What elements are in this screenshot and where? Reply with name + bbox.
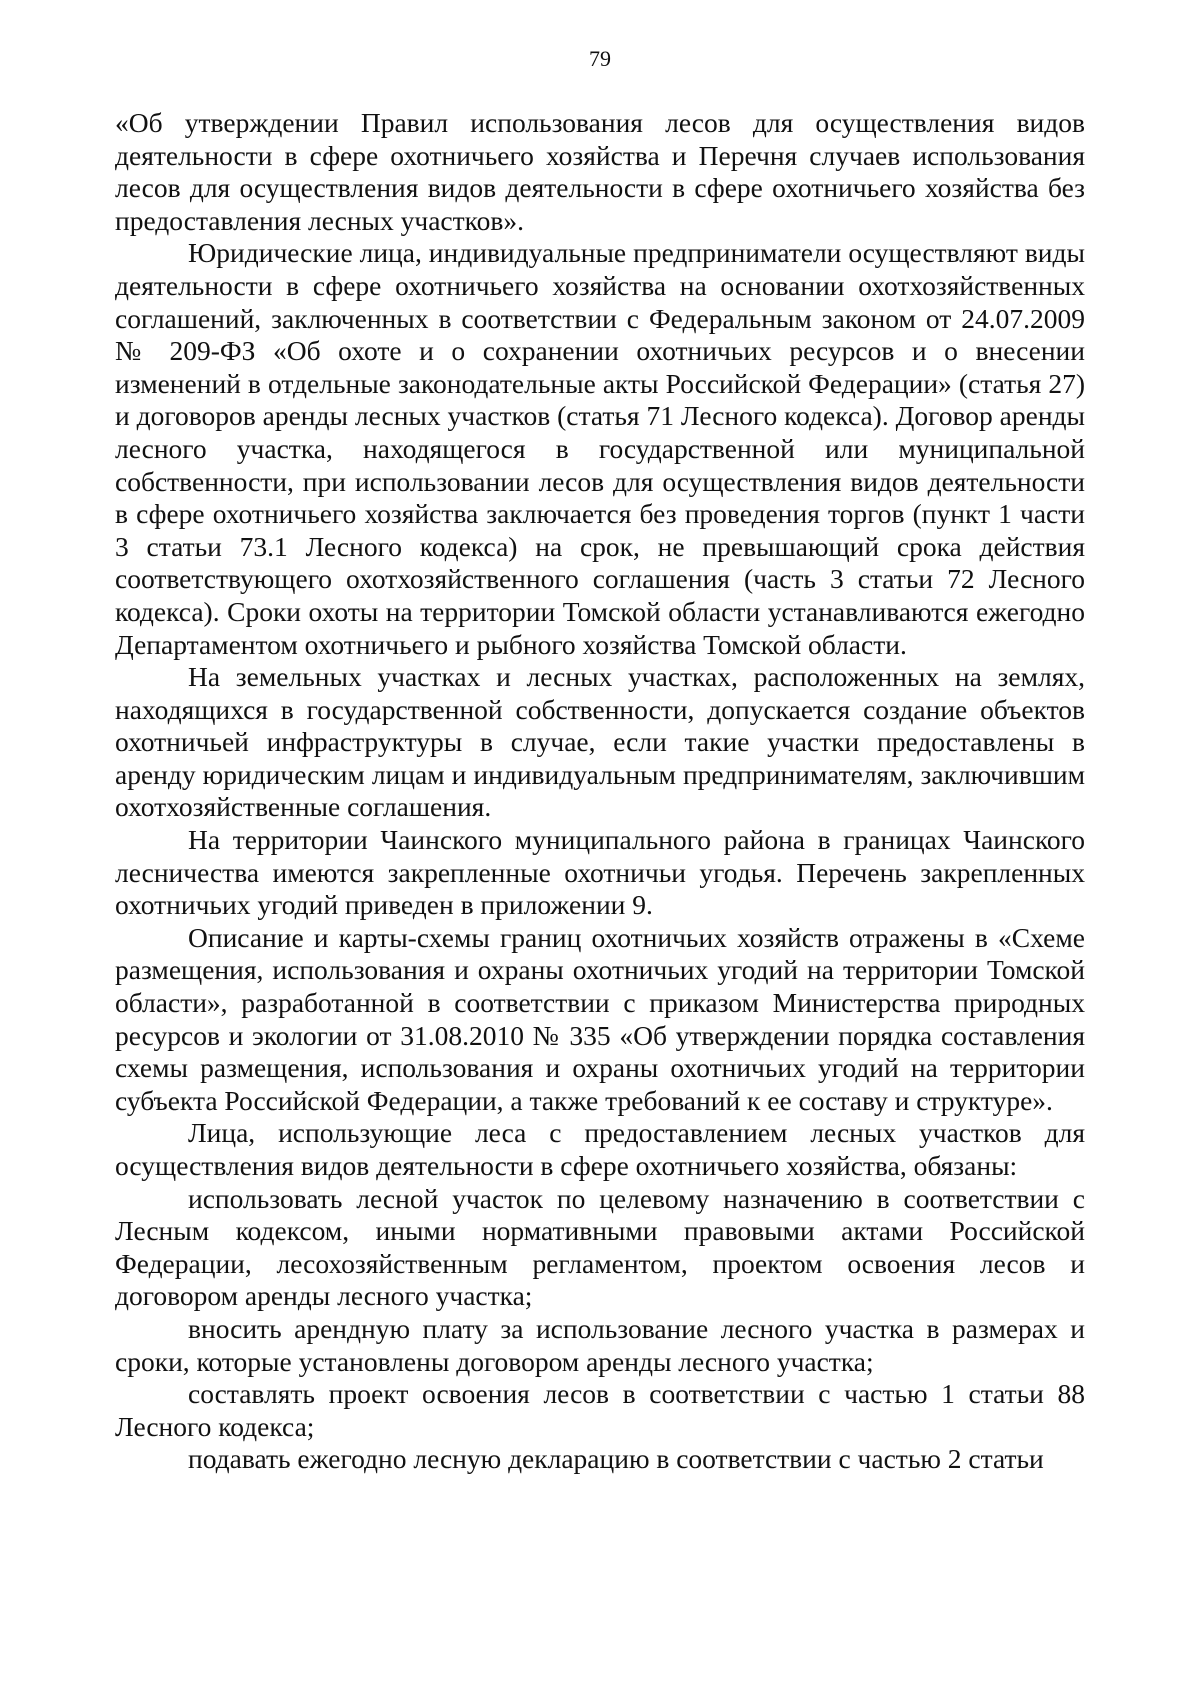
paragraph: Юридические лица, индивидуальные предприниматели осуществляют виды деятельности в сфере охотничьего хозяйства на основании охотхозяйственных соглашений, заключенных в соответствии с Федеральным законом от 24.07.2009 № 209-ФЗ «Об охоте и о сохранении охотничьих ресурсов и о внесении изменений в отдельные законодательные акты Российской Федерации» (статья 27) и договоров аренды лесных участков (статья 71 Лесного кодекса). Договор аренды лесного участка, находящегося в государственной или муниципальной собственности, при использовании лесов для осуществления видов деятельности в сфере охотничьего хозяйства заключается без проведения торгов (пункт 1 части 3 статьи 73.1 Лесного кодекса) на срок, не превышающий срока действия соответствующего охотхозяйственного соглашения (часть 3 статьи 72 Лесного кодекса). Сроки охоты на территории Томской области устанавливаются ежегодно Департаментом охотничьего и рыбного хозяйства Томской области. <box>115 237 1085 660</box>
list-item: вносить арендную плату за использование лесного участка в размерах и сроки, которые установлены договором аренды лесного участка; <box>115 1312 1085 1377</box>
paragraph: «Об утверждении Правил использования лесов для осуществления видов деятельности в сфере охотничьего хозяйства и Перечня случаев использования лесов для осуществления видов деятельности в сфере охотничьего хозяйства без предоставления лесных участков». <box>115 107 1085 236</box>
list-item: использовать лесной участок по целевому назначению в соответствии с Лесным кодексом, иными нормативными правовыми актами Российской Федерации, лесохозяйственным регламентом, проектом освоения лесов и договором аренды лесного участка; <box>115 1182 1085 1312</box>
document-body <box>115 107 1085 1476</box>
list-item: составлять проект освоения лесов в соответствии с частью 1 статьи 88 Лесного кодекса; <box>115 1378 1085 1442</box>
paragraph: Описание и карты-схемы границ охотничьих хозяйств отражены в «Схеме размещения, использования и охраны охотничьих угодий на территории Томской области», разработанной в соответствии с приказом Министерства природных ресурсов и экологии от 31.08.2010 № 335 «Об утверждении порядка составления схемы размещения, использования и охраны охотничьих угодий на территории субъекта Российской Федерации, а также требований к ее составу и структуре». <box>115 921 1085 1116</box>
paragraph: На территории Чаинского муниципального района в границах Чаинского лесничества имеются закрепленные охотничьи угодья. Перечень закрепленных охотничьих угодий приведен в приложении 9. <box>115 824 1085 921</box>
list-item: подавать ежегодно лесную декларацию в соответствии с частью 2 статьи <box>188 1443 1044 1475</box>
paragraph: На земельных участках и лесных участках, расположенных на землях, находящихся в государственной собственности, допускается создание объектов охотничьей инфраструктуры в случае, если такие участки предоставлены в аренду юридическим лицам и индивидуальным предпринимателям, заключившим охотхозяйственные соглашения. <box>115 661 1085 823</box>
paragraph: Лица, использующие леса с предоставлением лесных участков для осуществления видов деятельности в сфере охотничьего хозяйства, обязаны: <box>115 1117 1085 1181</box>
page-number: 79 <box>589 46 611 71</box>
